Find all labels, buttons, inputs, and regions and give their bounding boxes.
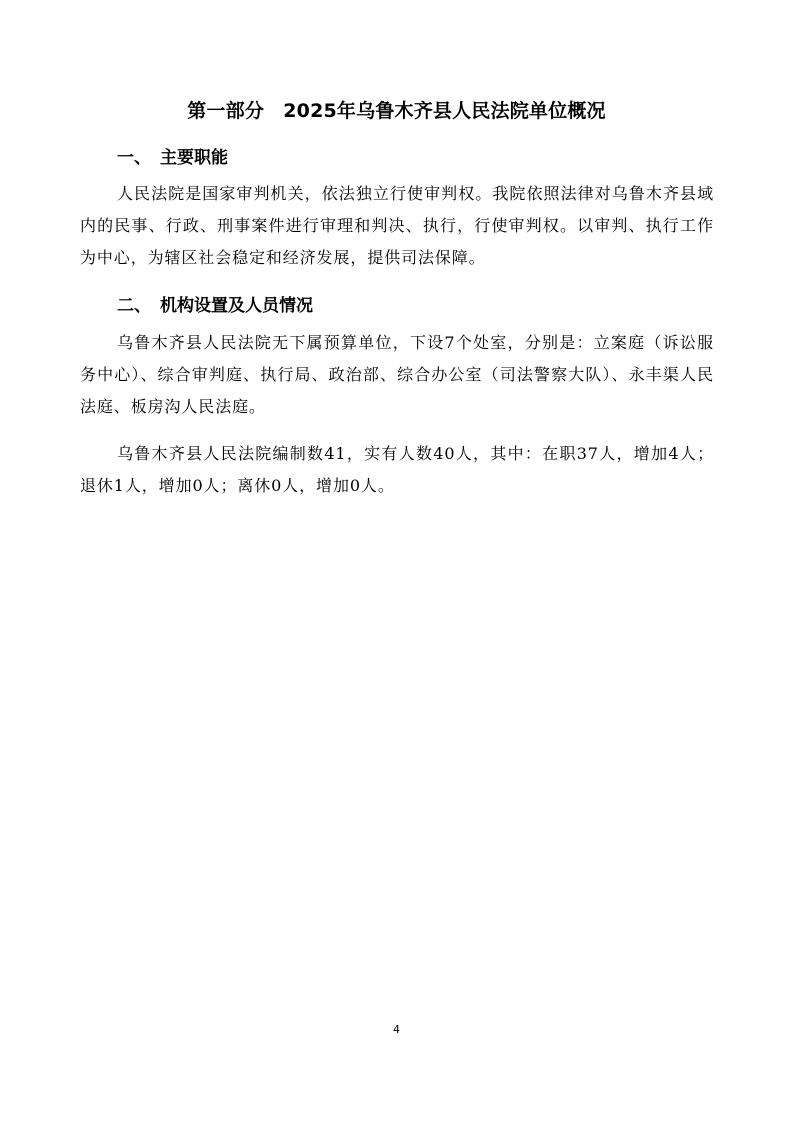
section-heading-organization (117, 292, 313, 320)
paragraph-staffing: 乌鲁木齐县人民法院编制数41，实有人数40人，其中：在职37人，增加4人；退休1人，增加0人；离休0人，增加0人。 (80, 444, 714, 495)
page-number: 4 (393, 1023, 400, 1036)
paragraph-functions: 人民法院是国家审判机关，依法独立行使审判权。我院依照法律对乌鲁木齐县域内的民事、行政、刑事案件进行审理和判决、执行，行使审判权。以审判、执行工作为中心，为辖区社会稳定和经济发展，提供司法保障。 (80, 184, 714, 267)
section-heading-text: 机构设置及人员情况 (160, 296, 313, 316)
section-heading-functions (117, 144, 228, 172)
section-number: 二、 (117, 296, 151, 316)
section-number: 一、 (117, 148, 151, 168)
document-title: 第一部分 2025年乌鲁木齐县人民法院单位概况 (187, 100, 606, 122)
paragraph-departments: 乌鲁木齐县人民法院无下属预算单位，下设7个处室，分别是：立案庭（诉讼服务中心）、综合审判庭、执行局、政治部、综合办公室（司法警察大队）、永丰渠人民法庭、板房沟人民法庭。 (80, 333, 714, 416)
section-heading-text: 主要职能 (160, 148, 228, 168)
